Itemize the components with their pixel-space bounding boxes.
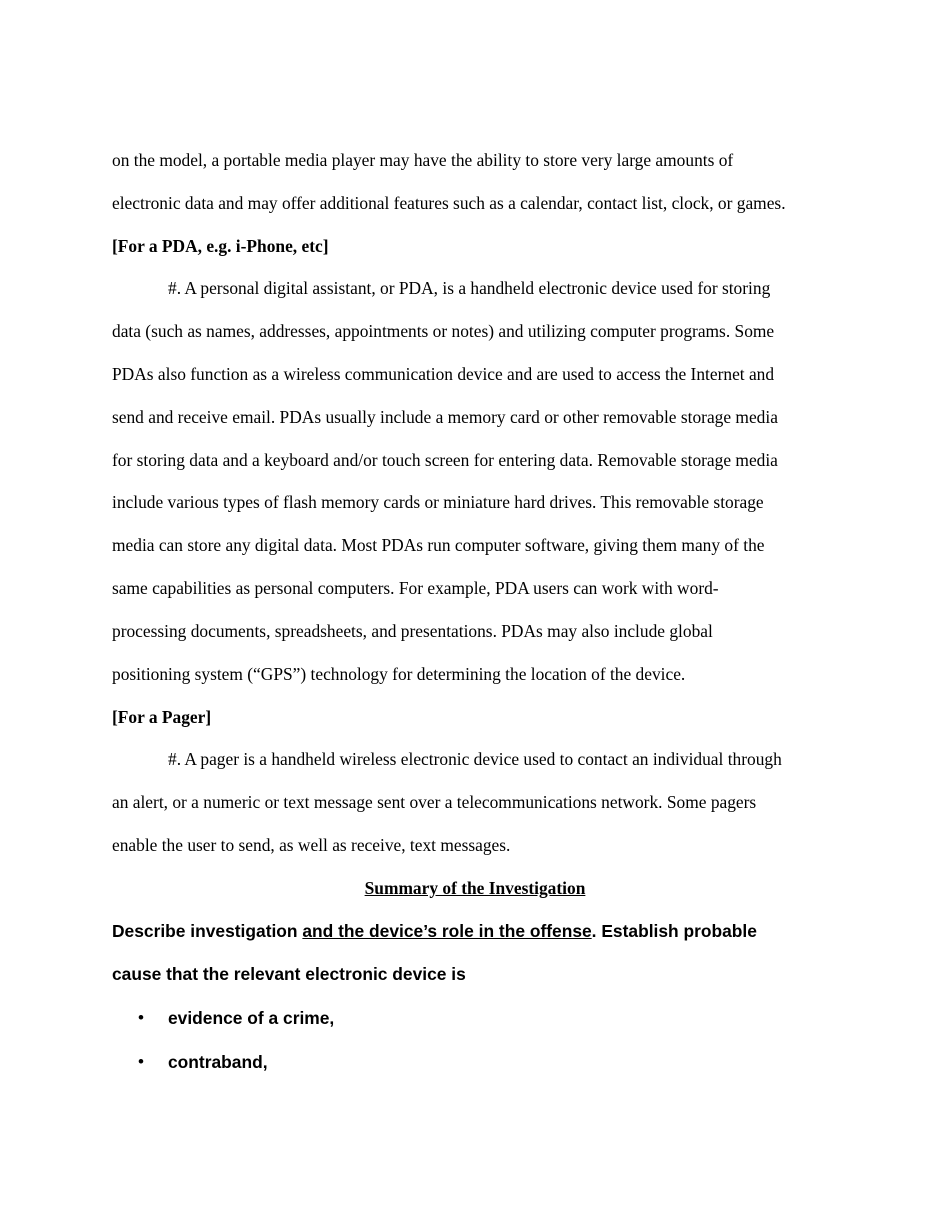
body-line: positioning system (“GPS”) technology for determining the location of the device. bbox=[112, 664, 686, 684]
body-line: media can store any digital data. Most PDAs run computer software, giving them many of the bbox=[112, 535, 765, 555]
summary-instruction-line bbox=[112, 921, 757, 941]
summary-instruction-line: cause that the relevant electronic device is bbox=[112, 964, 466, 984]
body-line: send and receive email. PDAs usually include a memory card or other removable storage media bbox=[112, 407, 778, 427]
instruction-underlined-text: and the device’s role in the offense bbox=[302, 921, 592, 941]
body-line: PDAs also function as a wireless communication device and are used to access the Internet and bbox=[112, 364, 775, 384]
body-line: #. A personal digital assistant, or PDA, is a handheld electronic device used for storing bbox=[168, 278, 771, 298]
instruction-text: Describe investigation bbox=[112, 921, 303, 941]
body-line: data (such as names, addresses, appointments or notes) and utilizing computer programs. Some bbox=[112, 321, 775, 341]
body-line: an alert, or a numeric or text message sent over a telecommunications network. Some pagers bbox=[112, 792, 757, 812]
body-line: #. A pager is a handheld wireless electronic device used to contact an individual through bbox=[168, 749, 782, 769]
pager-section-heading: [For a Pager] bbox=[112, 707, 212, 727]
bullet-item: evidence of a crime, bbox=[168, 1008, 335, 1028]
body-line: enable the user to send, as well as receive, text messages. bbox=[112, 835, 511, 855]
bullet-icon: • bbox=[138, 1008, 144, 1027]
body-line: same capabilities as personal computers. For example, PDA users can work with word- bbox=[112, 578, 719, 598]
bullet-item: contraband, bbox=[168, 1052, 268, 1072]
pda-section-heading: [For a PDA, e.g. i-Phone, etc] bbox=[112, 236, 329, 256]
body-line: electronic data and may offer additional features such as a calendar, contact list, clock, or games. bbox=[112, 193, 786, 213]
bullet-icon: • bbox=[138, 1052, 144, 1071]
body-line: for storing data and a keyboard and/or touch screen for entering data. Removable storage media bbox=[112, 450, 778, 470]
summary-heading: Summary of the Investigation bbox=[364, 878, 586, 898]
body-line: include various types of flash memory cards or miniature hard drives. This removable storage bbox=[112, 492, 764, 512]
body-line: on the model, a portable media player may have the ability to store very large amounts of bbox=[112, 150, 734, 170]
body-line: processing documents, spreadsheets, and presentations. PDAs may also include global bbox=[112, 621, 713, 641]
instruction-text: . Establish probable bbox=[591, 921, 757, 941]
